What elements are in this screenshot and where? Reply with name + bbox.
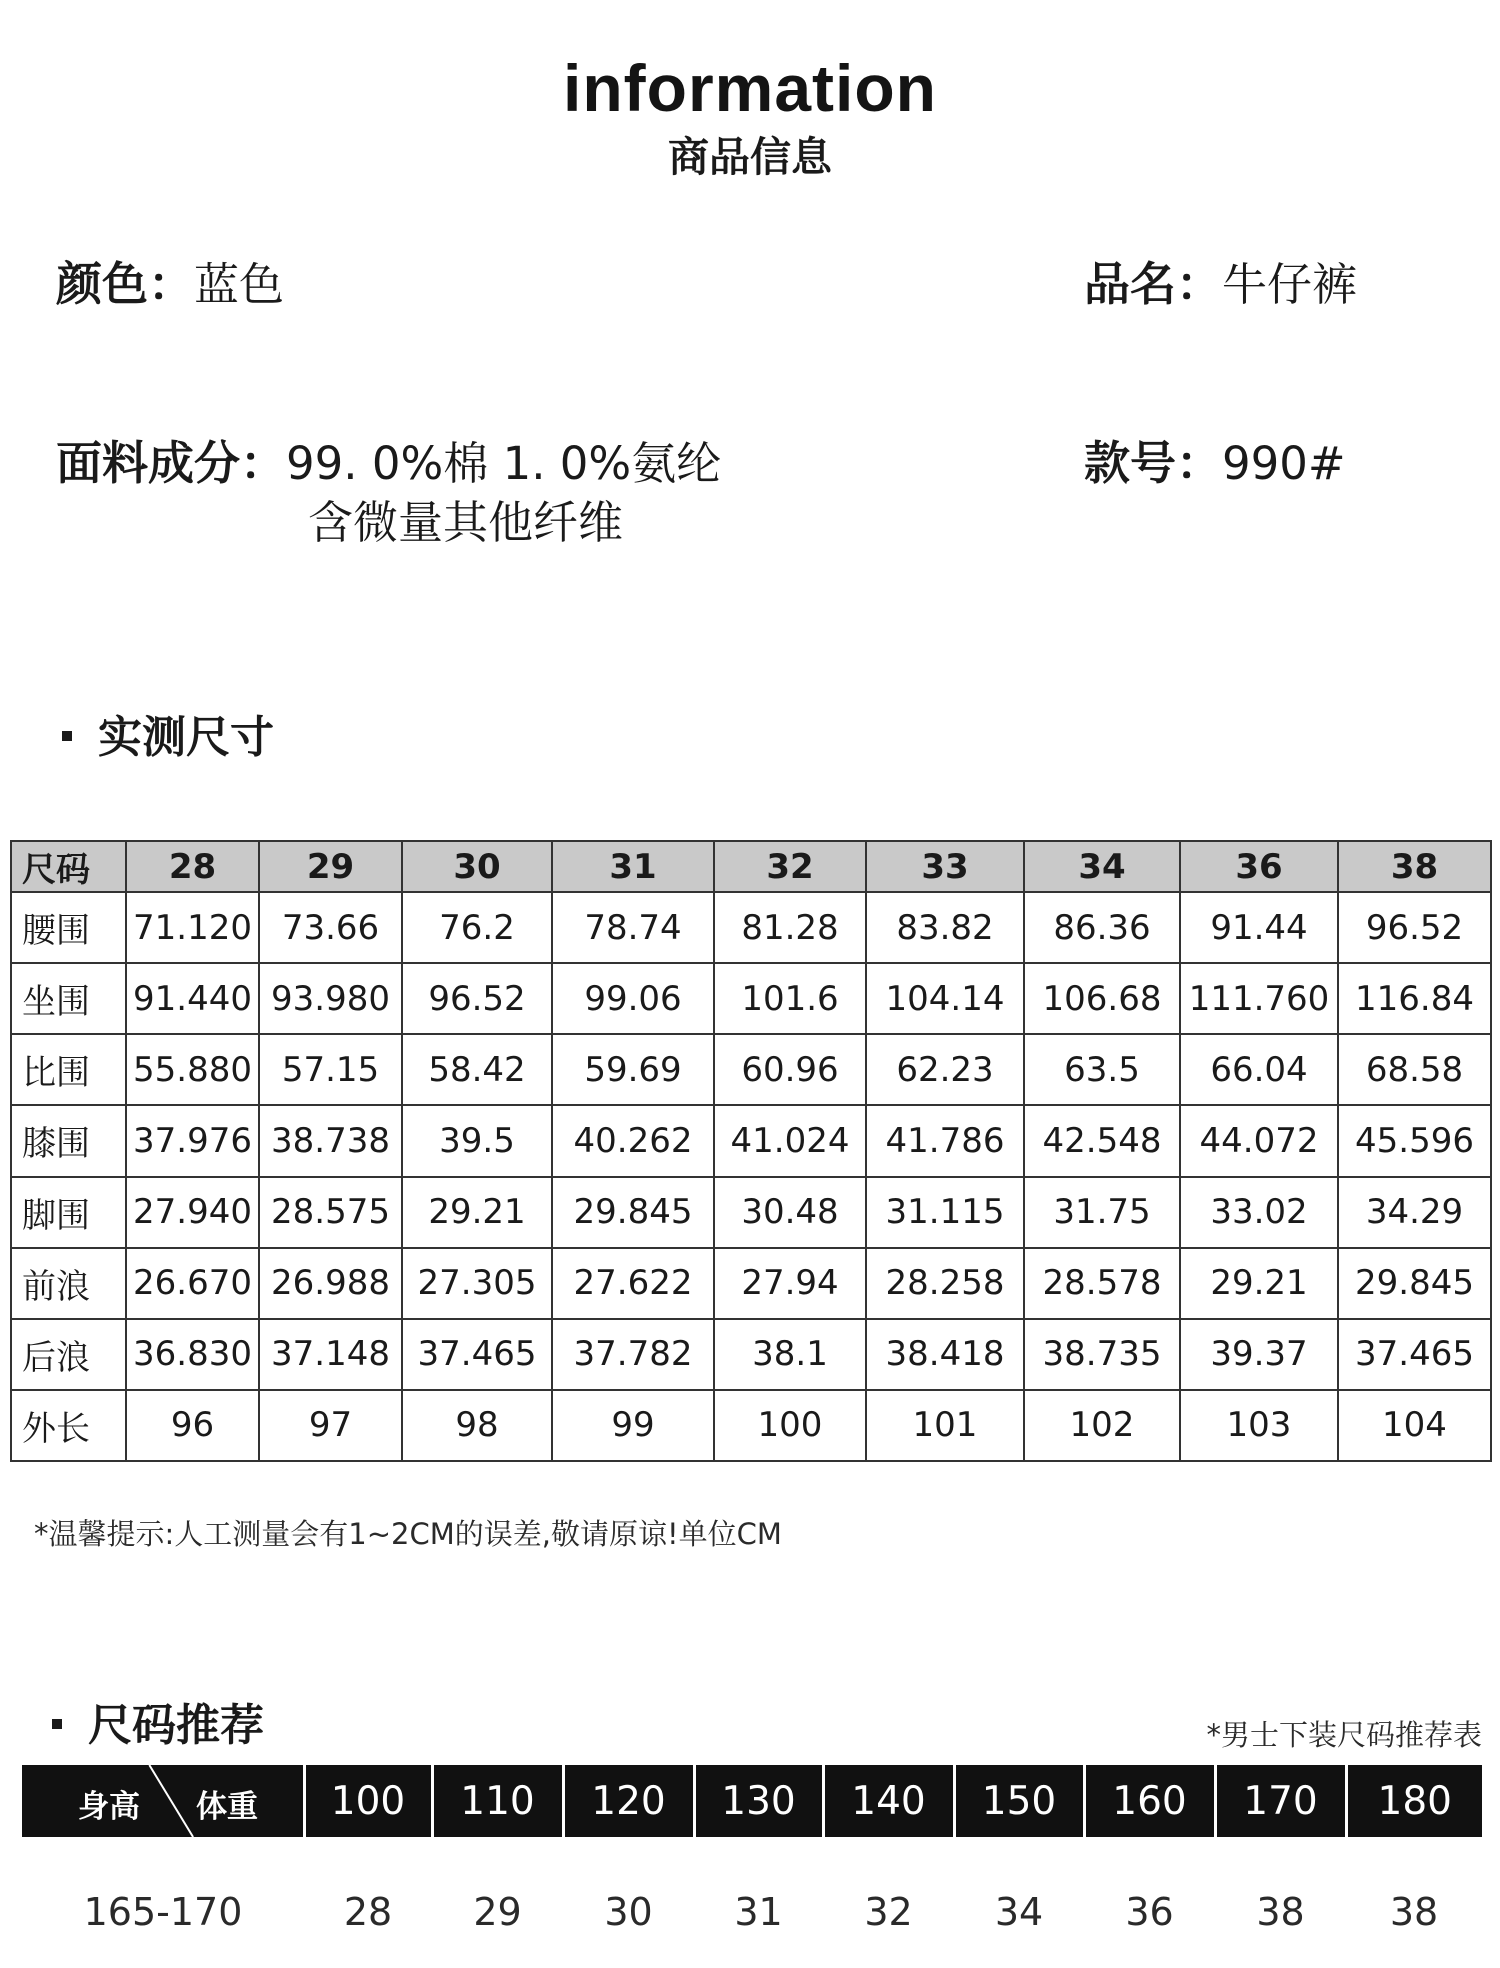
table-cell: 103 — [1180, 1390, 1338, 1461]
style-label: 款号： — [1084, 436, 1222, 490]
fabric-label: 面料成分： — [56, 436, 286, 490]
table-cell: 99.06 — [552, 963, 714, 1034]
weight-header-cell: 180 — [1346, 1765, 1482, 1837]
table-cell: 86.36 — [1024, 892, 1180, 963]
table-cell: 38.735 — [1024, 1319, 1180, 1390]
recommend-size-cell: 32 — [864, 1890, 913, 1934]
recommend-size-cell: 30 — [604, 1890, 653, 1934]
page-title: information — [563, 51, 937, 125]
table-cell: 60.96 — [714, 1034, 866, 1105]
row-label-cell: 后浪 — [11, 1319, 126, 1390]
weight-header-cell: 160 — [1084, 1765, 1215, 1837]
style-value: 990# — [1222, 437, 1346, 490]
recommend-size-cell: 28 — [343, 1890, 393, 1934]
height-weight-corner — [22, 1765, 304, 1837]
size-recommend-table — [22, 1765, 1482, 1968]
table-cell: 93.980 — [259, 963, 402, 1034]
table-cell: 42.548 — [1024, 1105, 1180, 1176]
table-cell: 38.738 — [259, 1105, 402, 1176]
measurement-tip: *温馨提示:人工测量会有1~2CM的误差,敬请原谅!单位CM — [34, 1517, 782, 1551]
product-value: 牛仔裤 — [1222, 258, 1358, 311]
recommend-note: *男士下装尺码推荐表 — [1206, 1718, 1482, 1752]
table-cell: 63.5 — [1024, 1034, 1180, 1105]
table-cell: 27.940 — [126, 1177, 259, 1248]
table-cell: 34.29 — [1338, 1177, 1491, 1248]
table-cell: 29.845 — [552, 1177, 714, 1248]
weight-header-cell: 110 — [432, 1765, 563, 1837]
table-cell: 38.418 — [866, 1319, 1024, 1390]
table-header-row — [11, 841, 1491, 892]
row-label-cell: 比围 — [11, 1034, 126, 1105]
recommend-size-cell: 36 — [1125, 1890, 1174, 1934]
table-cell: 96.52 — [402, 963, 552, 1034]
table-cell: 27.622 — [552, 1248, 714, 1319]
height-label: 身高 — [78, 1789, 140, 1825]
fabric-info — [56, 434, 721, 493]
table-cell: 30.48 — [714, 1177, 866, 1248]
row-label-cell: 外长 — [11, 1390, 126, 1461]
table-cell: 106.68 — [1024, 963, 1180, 1034]
weight-header-cell: 140 — [823, 1765, 954, 1837]
table-row — [11, 1105, 1491, 1176]
table-cell: 41.024 — [714, 1105, 866, 1176]
header-cell-size: 30 — [402, 841, 552, 892]
size-recommend-title: 尺码推荐 — [88, 1700, 264, 1751]
fabric-value-line1: 99. 0%棉 1. 0%氨纶 — [286, 437, 722, 490]
table-cell: 38.1 — [714, 1319, 866, 1390]
table-cell: 97 — [259, 1390, 402, 1461]
weight-header-cell: 130 — [694, 1765, 823, 1837]
table-cell: 28.575 — [259, 1177, 402, 1248]
table-cell: 31.115 — [866, 1177, 1024, 1248]
table-cell: 28.578 — [1024, 1248, 1180, 1319]
table-cell: 33.02 — [1180, 1177, 1338, 1248]
recommend-row — [22, 1837, 1482, 1968]
table-cell: 91.440 — [126, 963, 259, 1034]
table-cell: 44.072 — [1180, 1105, 1338, 1176]
table-cell: 31.75 — [1024, 1177, 1180, 1248]
table-cell: 55.880 — [126, 1034, 259, 1105]
recommend-header-row — [22, 1765, 1482, 1837]
table-cell: 37.782 — [552, 1319, 714, 1390]
table-cell: 73.66 — [259, 892, 402, 963]
table-cell: 78.74 — [552, 892, 714, 963]
table-row — [11, 892, 1491, 963]
table-cell: 99 — [552, 1390, 714, 1461]
table-cell: 39.37 — [1180, 1319, 1338, 1390]
table-row — [11, 1177, 1491, 1248]
table-cell: 26.988 — [259, 1248, 402, 1319]
table-cell: 104 — [1338, 1390, 1491, 1461]
table-cell: 62.23 — [866, 1034, 1024, 1105]
table-cell: 37.465 — [1338, 1319, 1491, 1390]
bullet-icon — [52, 1719, 62, 1729]
table-cell: 102 — [1024, 1390, 1180, 1461]
table-cell: 27.94 — [714, 1248, 866, 1319]
recommend-size-cell: 29 — [473, 1890, 522, 1934]
table-cell: 66.04 — [1180, 1034, 1338, 1105]
table-cell: 59.69 — [552, 1034, 714, 1105]
table-cell: 57.15 — [259, 1034, 402, 1105]
table-cell: 29.21 — [1180, 1248, 1338, 1319]
row-label-cell: 脚围 — [11, 1177, 126, 1248]
table-cell: 104.14 — [866, 963, 1024, 1034]
color-value: 蓝色 — [194, 258, 285, 311]
table-cell: 101 — [866, 1390, 1024, 1461]
table-cell: 101.6 — [714, 963, 866, 1034]
fabric-value-line2: 含微量其他纤维 — [308, 496, 624, 549]
header-cell-size: 31 — [552, 841, 714, 892]
table-cell: 29.845 — [1338, 1248, 1491, 1319]
table-row — [11, 1319, 1491, 1390]
table-cell: 39.5 — [402, 1105, 552, 1176]
recommend-size-cell: 38 — [1389, 1890, 1439, 1934]
table-row — [11, 963, 1491, 1034]
measured-size-heading — [62, 712, 274, 764]
table-row — [11, 1248, 1491, 1319]
table-cell: 29.21 — [402, 1177, 552, 1248]
row-label-cell: 膝围 — [11, 1105, 126, 1176]
row-label-cell: 腰围 — [11, 892, 126, 963]
table-cell: 98 — [402, 1390, 552, 1461]
table-cell: 91.44 — [1180, 892, 1338, 963]
header-cell-size: 34 — [1024, 841, 1180, 892]
weight-header-cell: 120 — [563, 1765, 694, 1837]
table-row — [11, 1390, 1491, 1461]
header-cell-size: 28 — [126, 841, 259, 892]
table-cell: 37.976 — [126, 1105, 259, 1176]
table-cell: 76.2 — [402, 892, 552, 963]
table-cell: 81.28 — [714, 892, 866, 963]
product-name-info — [1084, 255, 1357, 314]
measured-size-title: 实测尺寸 — [98, 712, 274, 763]
row-label-cell: 坐围 — [11, 963, 126, 1034]
header-cell-size: 29 — [259, 841, 402, 892]
bullet-icon — [62, 731, 72, 741]
style-number-info — [1084, 434, 1346, 493]
table-cell: 37.465 — [402, 1319, 552, 1390]
header-cell-size-label: 尺码 — [11, 841, 126, 892]
table-cell: 58.42 — [402, 1034, 552, 1105]
table-cell: 116.84 — [1338, 963, 1491, 1034]
table-cell: 26.670 — [126, 1248, 259, 1319]
table-cell: 100 — [714, 1390, 866, 1461]
table-cell: 68.58 — [1338, 1034, 1491, 1105]
table-cell: 71.120 — [126, 892, 259, 963]
table-cell: 41.786 — [866, 1105, 1024, 1176]
color-info — [56, 255, 284, 314]
table-cell: 96.52 — [1338, 892, 1491, 963]
recommend-size-cell: 34 — [994, 1890, 1044, 1934]
page-subtitle: 商品信息 — [668, 133, 832, 181]
table-row — [11, 1034, 1491, 1105]
table-cell: 45.596 — [1338, 1105, 1491, 1176]
weight-header-cell: 170 — [1215, 1765, 1346, 1837]
weight-label: 体重 — [196, 1789, 258, 1825]
recommend-size-cell: 31 — [734, 1890, 783, 1934]
table-cell: 37.148 — [259, 1319, 402, 1390]
table-cell: 96 — [126, 1390, 259, 1461]
weight-header-cell: 150 — [954, 1765, 1084, 1837]
table-cell: 36.830 — [126, 1319, 259, 1390]
measured-size-table — [10, 840, 1492, 1462]
height-range-cell: 165-170 — [83, 1890, 243, 1934]
header-cell-size: 33 — [866, 841, 1024, 892]
row-label-cell: 前浪 — [11, 1248, 126, 1319]
header-cell-size: 32 — [714, 841, 866, 892]
size-recommend-heading — [52, 1700, 264, 1752]
table-cell: 83.82 — [866, 892, 1024, 963]
table-cell: 111.760 — [1180, 963, 1338, 1034]
weight-header-cell: 100 — [304, 1765, 432, 1837]
diagonal-divider-icon — [22, 1765, 303, 1837]
table-cell: 28.258 — [866, 1248, 1024, 1319]
table-cell: 40.262 — [552, 1105, 714, 1176]
color-label: 颜色： — [56, 257, 194, 311]
recommend-size-cell: 38 — [1256, 1890, 1305, 1934]
table-cell: 27.305 — [402, 1248, 552, 1319]
header-cell-size: 36 — [1180, 841, 1338, 892]
header-cell-size: 38 — [1338, 841, 1491, 892]
product-label: 品名： — [1084, 257, 1222, 311]
